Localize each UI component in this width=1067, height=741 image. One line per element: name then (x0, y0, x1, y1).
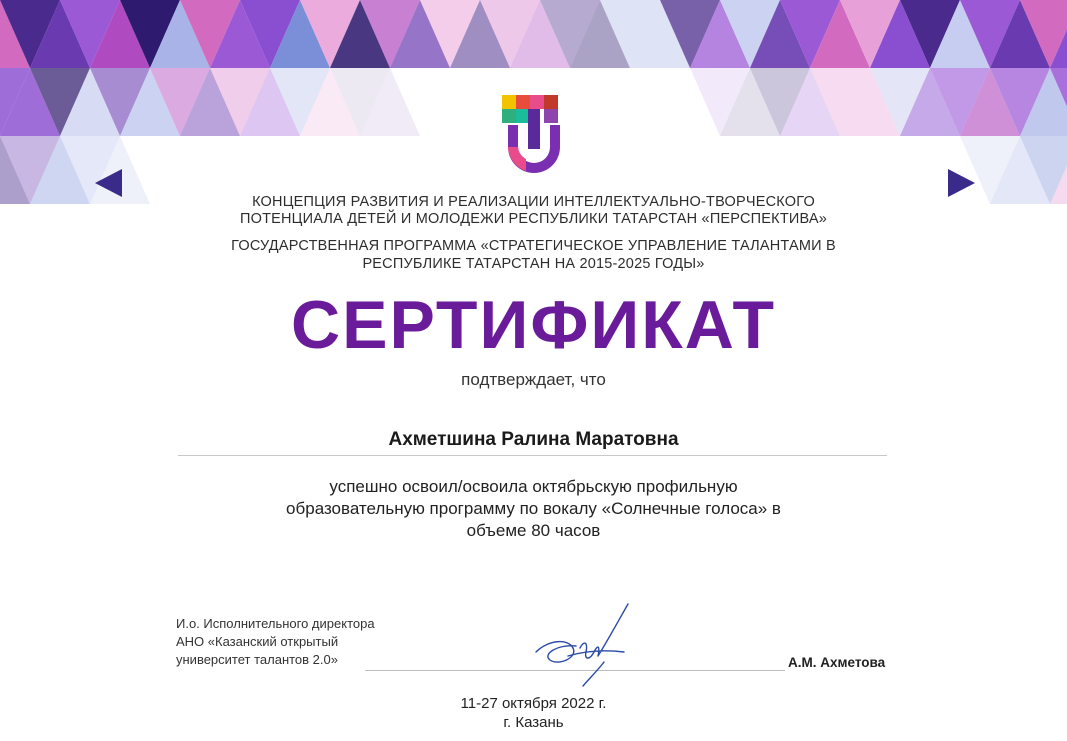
confirms-text: подтверждает, что (461, 370, 606, 389)
header-line-1: КОНЦЕПЦИЯ РАЗВИТИЯ И РЕАЛИЗАЦИИ ИНТЕЛЛЕКТУАЛЬНО-ТВОРЧЕСКОГО (252, 194, 815, 210)
description-line-2: образовательную программу по вокалу «Солнечные голоса» в (286, 499, 781, 518)
name-underline (178, 455, 887, 456)
certificate-date: 11-27 октября 2022 г. (460, 695, 607, 712)
signatory-name: А.М. Ахметова (788, 655, 886, 670)
certificate-title: СЕРТИФИКАТ (290, 287, 776, 363)
description-line-3: объеме 80 часов (466, 521, 601, 540)
handwritten-signature (528, 600, 638, 688)
header-line-3: ГОСУДАРСТВЕННАЯ ПРОГРАММА «СТРАТЕГИЧЕСКОЕ УПРАВЛЕНИЕ ТАЛАНТАМИ В (231, 238, 836, 254)
recipient-name: Ахметшина Ралина Маратовна (388, 429, 679, 450)
header-line-2: ПОТЕНЦИАЛА ДЕТЕЙ И МОЛОДЕЖИ РЕСПУБЛИКИ ТАТАРСТАН «ПЕРСПЕКТИВА» (239, 211, 828, 227)
signatory-position-line-2: АНО «Казанский открытый (176, 634, 339, 649)
signatory-position-line-1: И.о. Исполнительного директора (176, 616, 375, 631)
header-line-4: РЕСПУБЛИКЕ ТАТАРСТАН НА 2015-2025 ГОДЫ» (362, 256, 705, 272)
logo-icon (502, 95, 566, 173)
certificate-city: г. Казань (503, 714, 564, 731)
signatory-position (176, 615, 375, 669)
signatory-position-line-3: университет талантов 2.0» (176, 652, 338, 667)
description-line-1: успешно освоил/освоила октябрьскую профильную (329, 477, 738, 496)
